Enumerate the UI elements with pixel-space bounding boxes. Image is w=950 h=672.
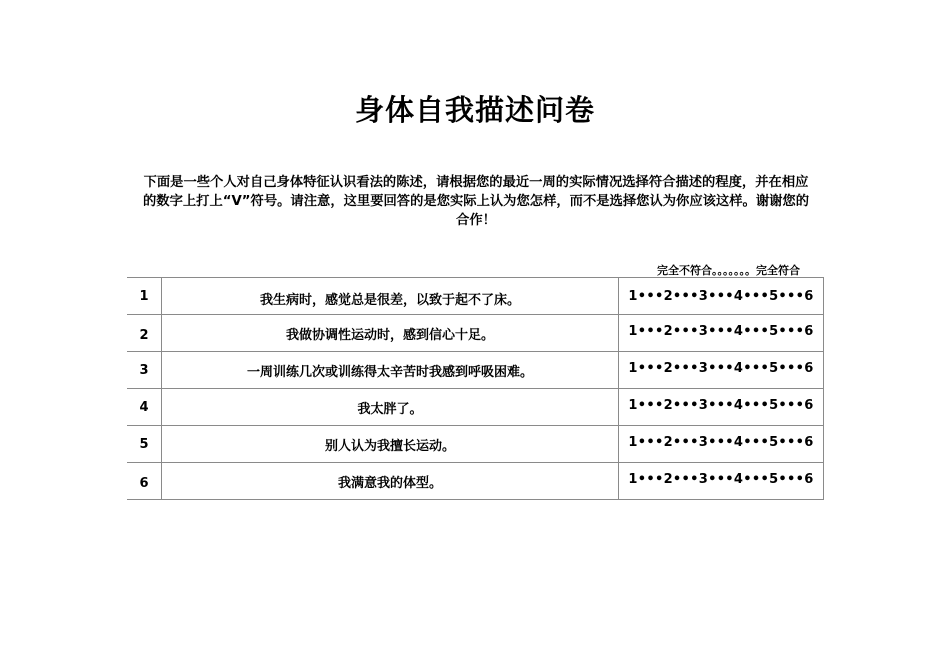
item-number: 3 — [127, 352, 162, 389]
item-number: 5 — [127, 426, 162, 463]
rating-scale[interactable]: 1•••2•••3•••4•••5•••6 — [619, 315, 824, 352]
rating-scale[interactable]: 1•••2•••3•••4•••5•••6 — [619, 426, 824, 463]
item-statement: 一周训练几次或训练得太辛苦时我感到呼吸困难。 — [162, 352, 619, 389]
item-statement: 我做协调性运动时，感到信心十足。 — [162, 315, 619, 352]
item-number: 4 — [127, 389, 162, 426]
item-statement: 我生病时，感觉总是很差，以致于起不了床。 — [162, 278, 619, 315]
table-row — [127, 278, 824, 315]
item-statement: 我满意我的体型。 — [162, 463, 619, 500]
table-row — [127, 426, 824, 463]
item-number: 6 — [127, 463, 162, 500]
page-title: 身体自我描述问卷 — [354, 93, 595, 127]
scale-header: 完全不符合。。。。。。。完全符合 — [657, 264, 800, 277]
item-statement: 别人认为我擅长运动。 — [162, 426, 619, 463]
rating-scale[interactable]: 1•••2•••3•••4•••5•••6 — [619, 352, 824, 389]
instructions-paragraph: 下面是一些个人对自己身体特征认识看法的陈述，请根据您的最近一周的实际情况选择符合描述的程度，并在相应的数字上打上“V”符号。请注意，这里要回答的是您实际上认为您怎样，而不是选择您认为你应该这样。谢谢您的合作！ — [142, 175, 810, 228]
item-number: 1 — [127, 278, 162, 315]
questionnaire-table — [127, 277, 824, 500]
rating-scale[interactable]: 1•••2•••3•••4•••5•••6 — [619, 278, 824, 315]
rating-scale[interactable]: 1•••2•••3•••4•••5•••6 — [619, 389, 824, 426]
rating-scale[interactable]: 1•••2•••3•••4•••5•••6 — [619, 463, 824, 500]
table-row — [127, 315, 824, 352]
table-row — [127, 463, 824, 500]
item-statement: 我太胖了。 — [162, 389, 619, 426]
item-number: 2 — [127, 315, 162, 352]
table-row — [127, 352, 824, 389]
table-row — [127, 389, 824, 426]
